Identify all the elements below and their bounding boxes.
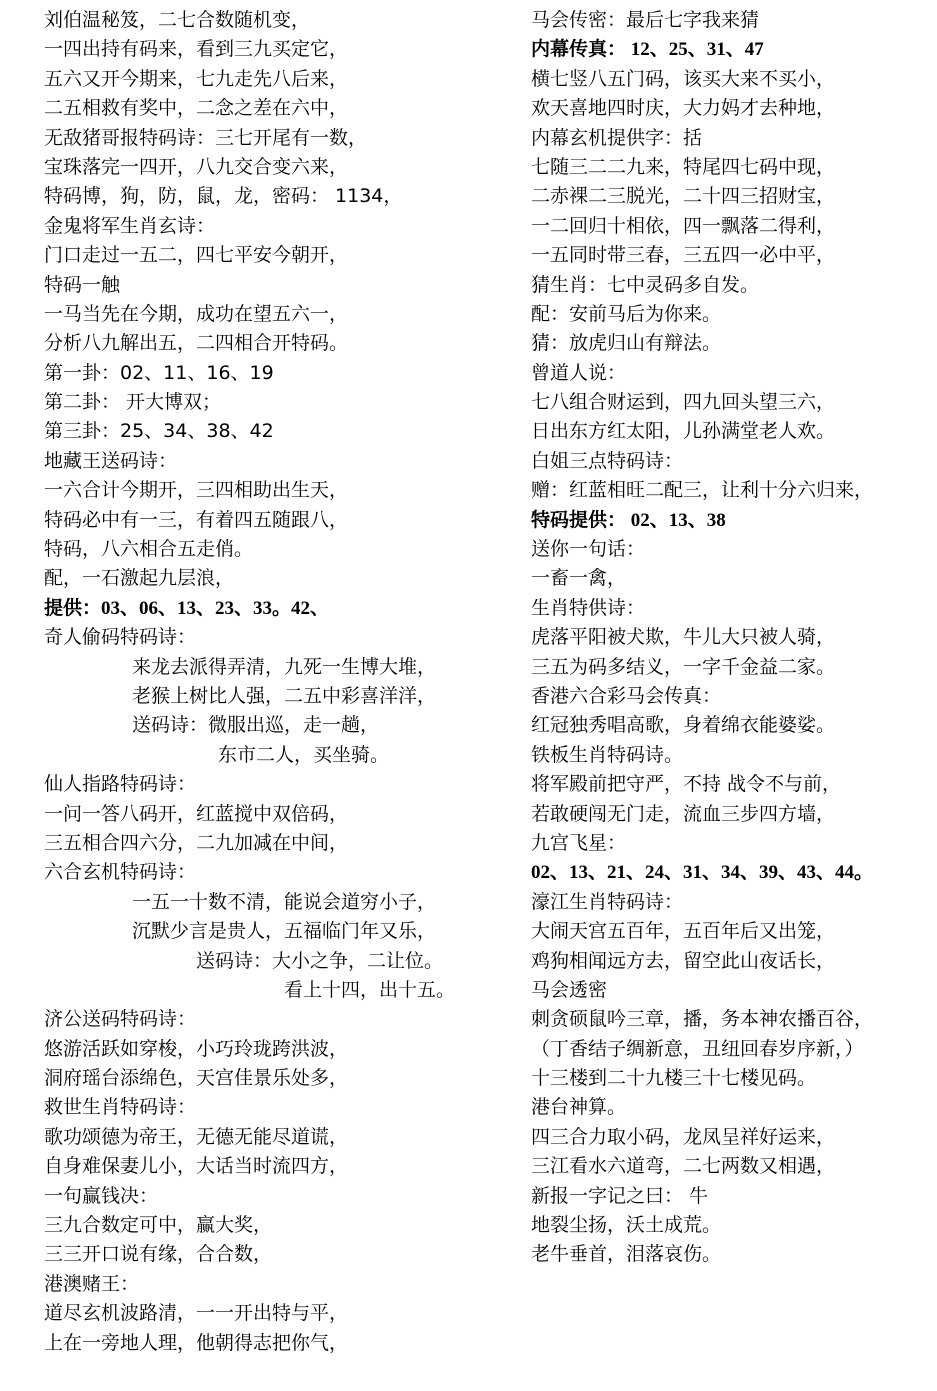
section-heading: 济公送码特码诗： (44, 1008, 197, 1031)
text-line: 横七竖八五门码，该买大来不买小， (531, 67, 836, 90)
text-line: 第三卦：25、34、38、42 (44, 420, 274, 443)
text-line: 一五一十数不清，能说会道穷小子， (132, 890, 437, 913)
text-line: 老猴上树比人强，二五中彩喜洋洋， (132, 684, 437, 707)
text-line: 红冠独秀唱高歌，身着绵衣能婆娑。 (531, 714, 836, 737)
section-heading: 仙人指路特码诗： (44, 773, 197, 796)
text-line: 东市二人，买坐骑。 (218, 743, 390, 766)
text-line: 若敢硬闯无门走，流血三步四方墙， (531, 802, 836, 825)
text-line: 内幕玄机提供字：括 (531, 126, 703, 149)
section-heading: 生肖特供诗： (531, 596, 646, 619)
text-line: 特码必中有一三，有着四五随跟八， (44, 508, 349, 531)
text-line: 道尽玄机波路清，一一开出特与平， (44, 1302, 349, 1325)
section-heading: 一句赢钱决： (44, 1184, 159, 1207)
section-heading: 马会传密：最后七字我来猜 (531, 9, 760, 31)
right-column (531, 6, 931, 1270)
text-line: 三五为码多结义，一字千金益二家。 (531, 655, 836, 678)
text-line: 一问一答八码开，红蓝搅中双倍码， (44, 802, 349, 825)
text-line: 老牛垂首，泪落哀伤。 (531, 1243, 722, 1266)
text-line: 配，一石激起九层浪， (44, 567, 235, 590)
text-line: 日出东方红太阳，儿孙满堂老人欢。 (531, 420, 836, 443)
text-line: 特码博，狗，防，鼠，龙，密码： 1134， (44, 185, 403, 208)
text-line: 一马当先在今期，成功在望五六一， (44, 302, 349, 325)
text-line: 地裂尘扬，沃土成荒。 (531, 1214, 722, 1237)
text-line: 门口走过一五二，四七平安今朝开， (44, 244, 349, 267)
text-line: 特码一触 (44, 273, 121, 296)
text-line: 一畜一禽， (531, 567, 627, 590)
section-heading: 港台神算。 (531, 1096, 627, 1119)
number-line: 内幕传真： 12、25、31、47 (531, 39, 764, 61)
text-line: 分析八九解出五，二四相合开特码。 (44, 332, 349, 355)
section-heading: 九宫飞星： (531, 831, 627, 854)
text-line: 一四出持有码来，看到三九买定它， (44, 38, 349, 61)
text-line: 洞府瑶台添绵色，天宫佳景乐处多， (44, 1067, 349, 1090)
text-line: 将军殿前把守严，不持 战令不与前， (531, 773, 842, 796)
section-heading: 港澳赌王： (44, 1272, 140, 1295)
text-line: 十三楼到二十九楼三十七楼见码。 (531, 1067, 817, 1090)
section-heading: 铁板生肖特码诗。 (531, 743, 684, 766)
text-line: 悠游活跃如穿梭，小巧玲珑跨洪波， (44, 1037, 349, 1060)
section-heading: 马会透密 (531, 978, 608, 1001)
text-line: 五六又开今期来，七九走先八后来， (44, 67, 349, 90)
section-heading: 金鬼将军生肖玄诗： (44, 214, 216, 237)
section-heading: 白姐三点特码诗： (531, 449, 684, 472)
text-line: 二赤裸二三脱光，二十四三招财宝， (531, 185, 836, 208)
text-line: 第二卦： 开大博双； (44, 391, 222, 414)
text-line: 赠：红蓝相旺二配三，让利十分六归来， (531, 479, 874, 502)
text-line: 猜：放虎归山有辩法。 (531, 332, 722, 355)
text-line: 沉默少言是贵人，五福临门年又乐， (132, 920, 437, 943)
text-line: 鸡狗相闻远方去，留空此山夜话长， (531, 949, 836, 972)
text-line: 三三开口说有缘，合合数， (44, 1243, 273, 1266)
text-line: 四三合力取小码，龙凤呈祥好运来， (531, 1125, 836, 1148)
text-line: 猜生肖：七中灵码多自发。 (531, 273, 760, 296)
text-line: 三五相合四六分，二九加减在中间， (44, 831, 349, 854)
text-line: 送码诗：大小之争，二让位。 (196, 949, 444, 972)
text-line: 第一卦：02、11、16、19 (44, 361, 274, 384)
text-line: 二五相救有奖中，二念之差在六中， (44, 97, 349, 120)
section-heading: 送你一句话： (531, 538, 646, 561)
section-heading: 濠江生肖特码诗： (531, 890, 684, 913)
section-heading: 香港六合彩马会传真： (531, 684, 722, 707)
text-line: 特码，八六相合五走俏。 (44, 538, 254, 561)
section-heading: 六合玄机特码诗： (44, 861, 197, 884)
text-line: 七八组合财运到，四九回头望三六， (531, 391, 836, 414)
text-line: 无敌猪哥报特码诗：三七开尾有一数， (44, 126, 368, 149)
text-line: 三九合数定可中，赢大奖， (44, 1214, 273, 1237)
text-line: 三江看水六道弯，二七两数又相遇， (531, 1155, 836, 1178)
text-line: 来龙去派得弄清，九死一生博大堆， (132, 655, 437, 678)
section-heading: 地藏王送码诗： (44, 449, 178, 472)
text-line: 一五同时带三春，三五四一必中平， (531, 244, 836, 267)
text-line: 一二回归十相依，四一飘落二得利， (531, 214, 836, 237)
section-heading: 奇人偷码特码诗： (44, 626, 197, 649)
text-line: 大闹天宫五百年，五百年后又出笼， (531, 920, 836, 943)
text-line: 刺贪硕鼠吟三章，播，务本神农播百谷， (531, 1008, 874, 1031)
left-column (44, 6, 514, 1358)
text-line: （丁香结子绸新意，丑纽回春岁序新，） (531, 1037, 864, 1060)
text-line: 上在一旁地人理，他朝得志把你气， (44, 1331, 349, 1354)
text-line: 送码诗：微服出巡，走一趟， (132, 714, 380, 737)
text-line: 自身难保妻儿小，大话当时流四方， (44, 1155, 349, 1178)
text-line: 欢天喜地四时庆，大力妈才去种地， (531, 97, 836, 120)
text-line: 七随三二二九来，特尾四七码中现， (531, 155, 836, 178)
text-line: 宝珠落完一四开，八九交合变六来， (44, 155, 349, 178)
section-heading: 救世生肖特码诗： (44, 1096, 197, 1119)
number-line: 特码提供： 02、13、38 (531, 509, 726, 531)
text-line: 刘伯温秘笈，二七合数随机变， (44, 9, 311, 31)
text-line: 歌功颂德为帝王，无德无能尽道谎， (44, 1125, 349, 1148)
text-line: 新报一字记之曰： 牛 (531, 1184, 709, 1207)
text-line: 虎落平阳被犬欺，牛儿大只被人骑， (531, 626, 836, 649)
number-line: 02、13、21、24、31、34、39、43、44。 (531, 862, 874, 884)
text-line: 看上十四，出十五。 (284, 978, 456, 1001)
section-heading: 曾道人说： (531, 361, 627, 384)
text-line: 一六合计今期开，三四相助出生天， (44, 479, 349, 502)
number-line: 提供：03、06、13、23、33。42、 (44, 597, 330, 619)
text-line: 配：安前马后为你来。 (531, 302, 722, 325)
